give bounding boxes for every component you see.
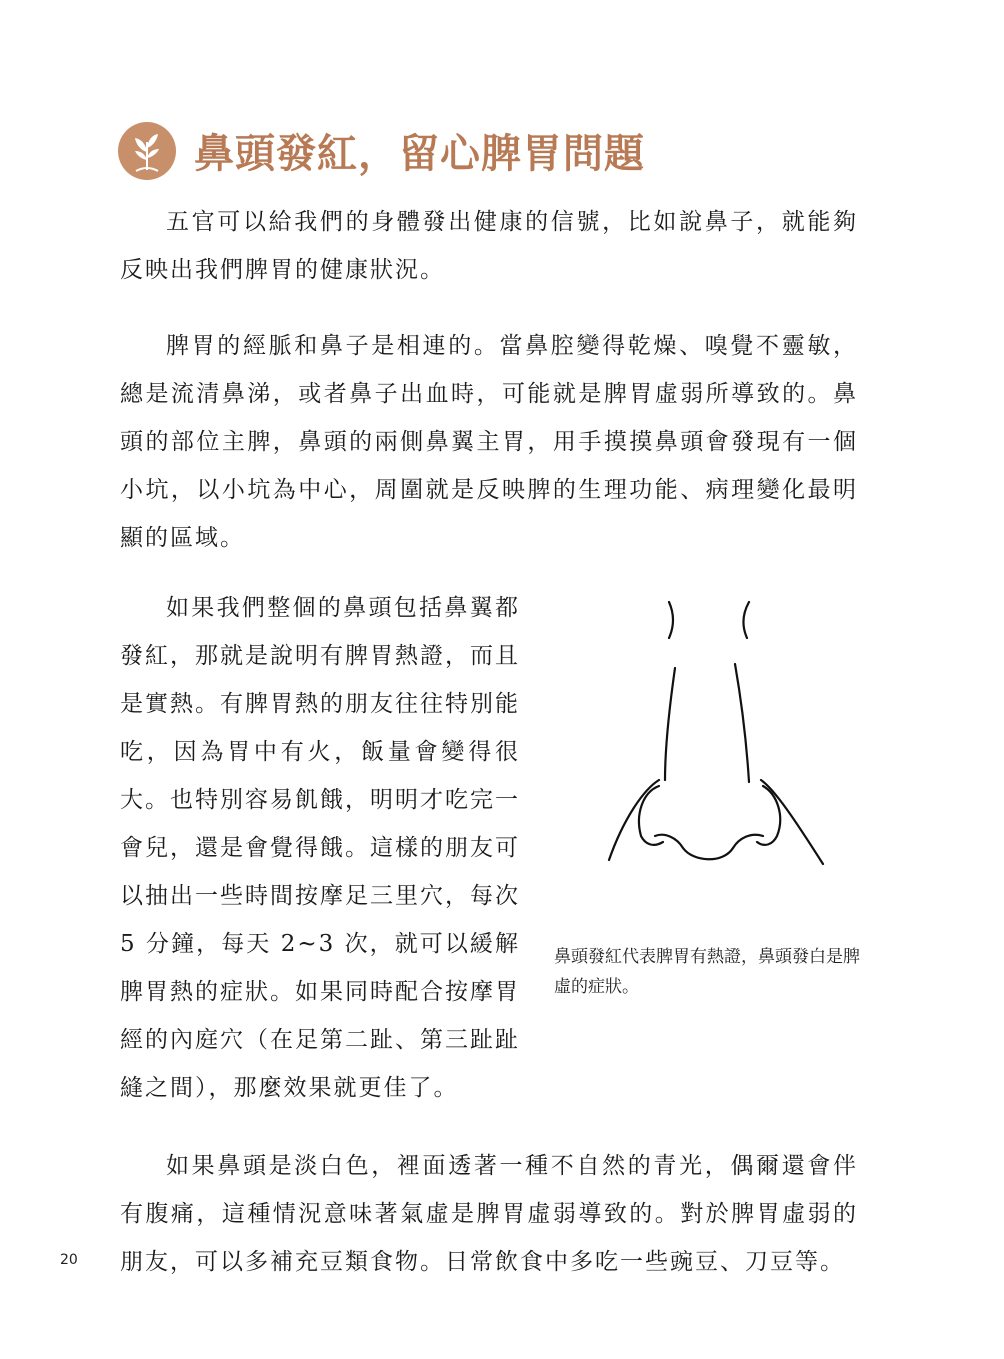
paragraph-red-nose: 如果我們整個的鼻頭包括鼻翼都發紅，那就是說明有脾胃熱證，而且是實熱。有脾胃熱的朋友往往特別能吃，因為胃中有火，飯量會變得很大。也特別容易飢餓，明明才吃完一會兒，還是會覺得餓。這樣的朋友可以抽出一些時間按摩足三里穴，每次 5 分鐘，每天 2~3 次，就可以緩解脾胃熱的症狀。如果同時配合按摩胃經的內庭穴（在足第二趾、第三趾趾縫之間），那麼效果就更佳了。 [120,595,520,1101]
figure-caption: 鼻頭發紅代表脾胃有熱證，鼻頭發白是脾虛的症狀。 [554,947,860,997]
paragraph-meridian: 脾胃的經脈和鼻子是相連的。當鼻腔變得乾燥、嗅覺不靈敏，總是流清鼻涕，或者鼻子出血時，可能就是脾胃虛弱所導致的。鼻頭的部位主脾，鼻頭的兩側鼻翼主胃，用手摸摸鼻頭會發現有一個小坑，以小坑為中心，周圍就是反映脾的生理功能、病理變化最明顯的區域。 [120,333,858,551]
paragraph-intro: 五官可以給我們的身體發出健康的信號，比如說鼻子，就能夠反映出我們脾胃的健康狀況。 [120,209,858,283]
page-number: 20 [60,1252,78,1268]
page-title: 鼻頭發紅，留心脾胃問題 [194,130,645,177]
nose-line-drawing-icon [583,590,833,890]
plant-sprout-icon [118,122,176,180]
paragraph-pale-nose: 如果鼻頭是淡白色，裡面透著一種不自然的青光，偶爾還會伴有腹痛，這種情況意味著氣虛是脾胃虛弱導致的。對於脾胃虛弱的朋友，可以多補充豆類食物。日常飲食中多吃一些豌豆、刀豆等。 [120,1153,858,1275]
